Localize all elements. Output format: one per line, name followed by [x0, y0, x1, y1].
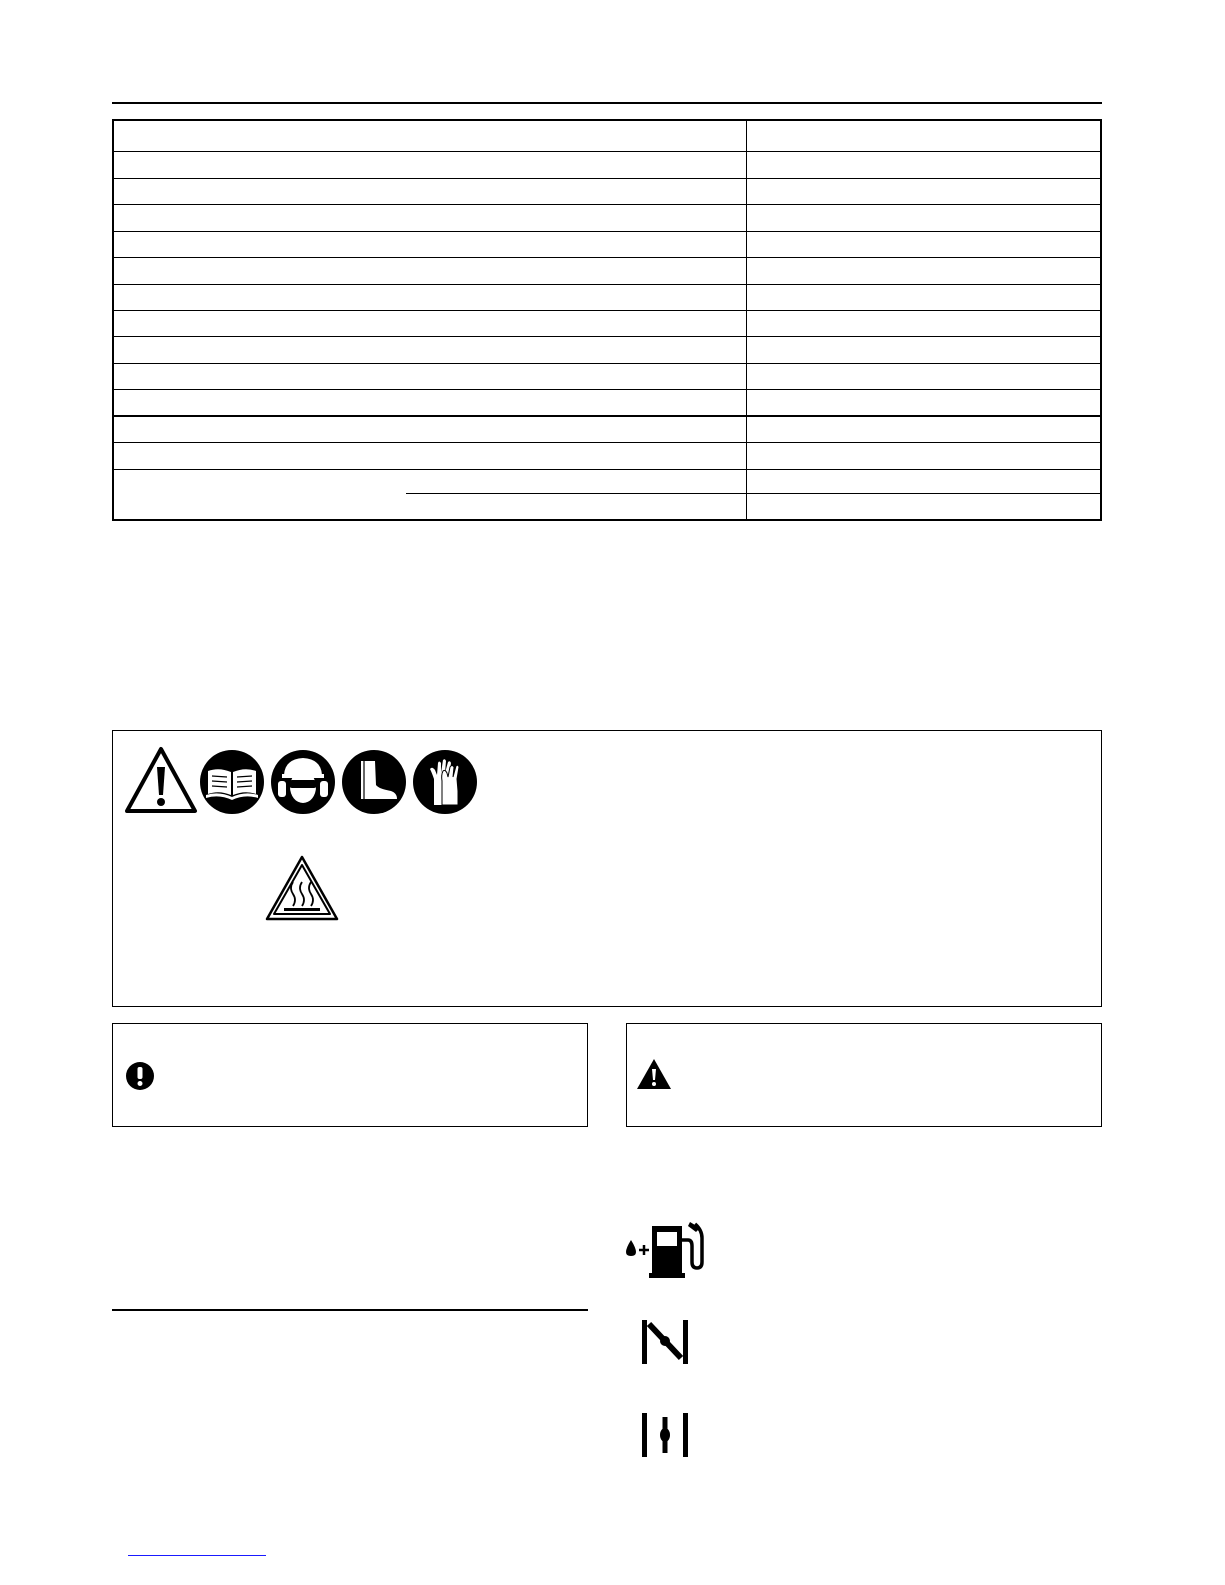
table-row: [113, 416, 1101, 442]
gloves-icon: [412, 749, 478, 815]
table-row: [113, 178, 1101, 204]
table-cell: [747, 443, 1102, 469]
table-cell: [113, 390, 747, 416]
header-rule: [112, 102, 1102, 104]
warning-notice-box: [626, 1023, 1102, 1127]
footer-link-underline[interactable]: [128, 1555, 266, 1556]
table-row: [113, 469, 1101, 520]
exclamation-circle-icon: [125, 1061, 155, 1091]
table-cell: [747, 120, 1102, 152]
table-cell: [747, 231, 1102, 257]
table-cell-split-right: [747, 469, 1102, 520]
table-row: [113, 337, 1101, 363]
split-divider: [406, 493, 746, 494]
table-cell: [113, 258, 747, 284]
table-cell: [747, 205, 1102, 231]
table-cell: [747, 416, 1102, 442]
table-row: [113, 205, 1101, 231]
specification-table: [112, 119, 1102, 521]
table-cell: [113, 284, 747, 310]
table-cell: [747, 390, 1102, 416]
split-divider: [747, 493, 1100, 494]
table-cell: [113, 443, 747, 469]
important-notice-box: [112, 1023, 588, 1127]
section-rule: [112, 1309, 588, 1311]
hot-surface-icon: [264, 854, 340, 922]
table-cell: [113, 337, 747, 363]
safety-boots-icon: [341, 749, 407, 815]
head-eye-ear-protection-icon: [270, 749, 336, 815]
table-cell: [113, 178, 747, 204]
table-cell: [113, 152, 747, 178]
table-row: [113, 231, 1101, 257]
table-cell: [747, 258, 1102, 284]
warning-triangle-icon: [123, 745, 199, 815]
table-cell: [113, 363, 747, 389]
table-cell: [113, 231, 747, 257]
table-cell: [747, 152, 1102, 178]
choke-closed-icon: [638, 1318, 692, 1366]
table-cell: [113, 120, 747, 152]
table-cell: [747, 337, 1102, 363]
table-cell: [113, 205, 747, 231]
table-row: [113, 258, 1101, 284]
table-row: [113, 363, 1101, 389]
table-row: [113, 310, 1101, 336]
table-cell-split: [113, 469, 747, 520]
table-row: [113, 390, 1101, 416]
table-cell: [113, 416, 747, 442]
warning-triangle-small-icon: [636, 1058, 672, 1090]
table-cell: [747, 178, 1102, 204]
table-row: [113, 284, 1101, 310]
read-manual-icon: [199, 749, 265, 815]
table-cell: [747, 363, 1102, 389]
table-cell: [113, 310, 747, 336]
table-row: [113, 152, 1101, 178]
table-row: [113, 120, 1101, 152]
choke-open-icon: [638, 1411, 692, 1459]
fuel-mixture-icon: [622, 1218, 712, 1280]
table-row: [113, 443, 1101, 469]
table-cell: [747, 310, 1102, 336]
table-cell: [747, 284, 1102, 310]
